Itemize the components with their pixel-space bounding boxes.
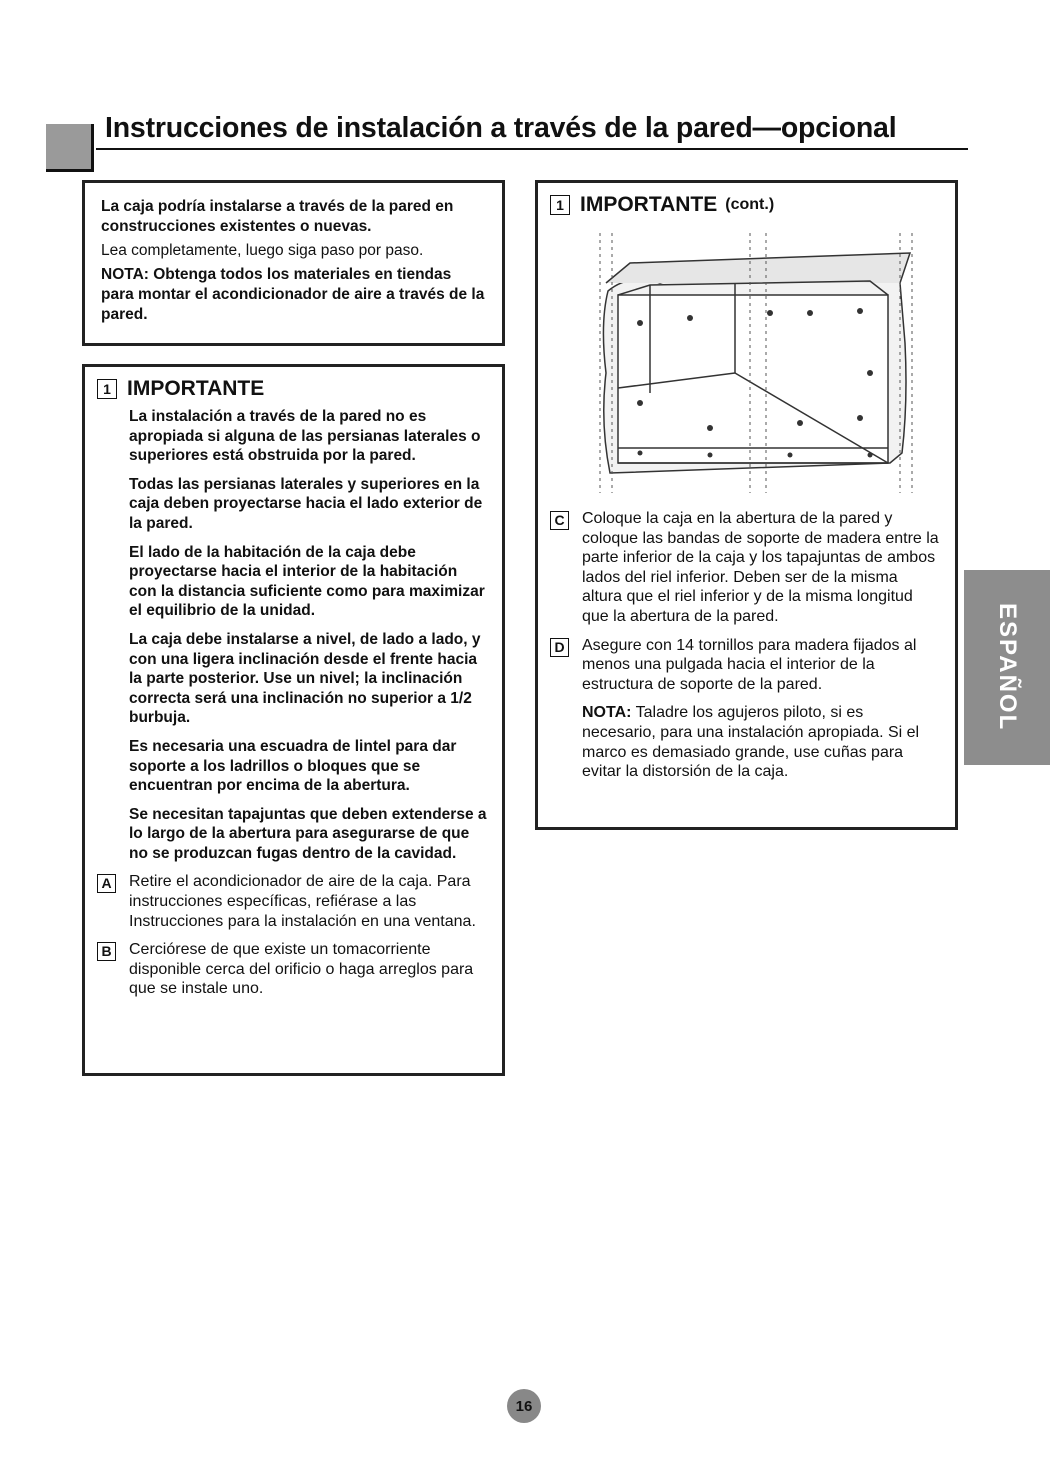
step-letter: C <box>550 511 569 530</box>
step-text: Asegure con 14 tornillos para madera fijados al menos una pulgada hacia el interior de la estructura de soporte de la pared. <box>582 636 917 693</box>
step-b <box>97 940 488 999</box>
title-marker-block <box>46 124 94 172</box>
important-cont-heading-text: IMPORTANTE <box>580 193 718 216</box>
important-paragraph: El lado de la habitación de la caja debe proyectarse hacia el interior de la habitación con la distancia suficiente como para maximizar el equilibrio de la unidad. <box>129 543 485 620</box>
wall-sleeve-diagram <box>570 223 930 503</box>
step-letter: B <box>97 942 116 961</box>
step-letter: D <box>550 638 569 657</box>
language-label: ESPAÑOL <box>994 603 1021 732</box>
language-side-tab <box>964 570 1050 765</box>
step-text: Coloque la caja en la abertura de la pared y coloque las bandas de soporte de madera entre la parte inferior de la caja y los tapajuntas de ambos lados del riel inferior. Deben ser de la misma altura que el riel inferior y de la misma longitud que la abertura de la pared. <box>582 510 939 625</box>
important-cont-heading <box>550 193 941 217</box>
note-text: Taladre los agujeros piloto, si es necesario, para una instalación apropiada. Si el marco es demasiado grande, use cuñas para evitar la distorsión de la caja. <box>582 704 920 781</box>
step-letter: A <box>97 874 116 893</box>
step-d <box>550 636 941 695</box>
important-paragraph: La caja debe instalarse a nivel, de lado a lado, y con una ligera inclinación desde el frente hacia la parte posterior. Use un nivel; la inclinación correcta será una inclinación no superior a 1/2 burbuja. <box>129 630 481 727</box>
important-paragraph: Se necesitan tapajuntas que deben extenderse a lo largo de la abertura para asegurarse de que no se produzcan fugas dentro de la cavidad. <box>129 805 487 862</box>
title-underline <box>96 148 968 150</box>
cont-suffix: (cont.) <box>725 196 775 213</box>
important-heading <box>97 377 488 401</box>
page-title: Instrucciones de instalación a través de la pared—opcional <box>105 112 897 144</box>
note-label: NOTA: <box>582 704 632 722</box>
step-text: Cerciórese de que existe un tomacorriente disponible cerca del orificio o haga arreglos para que se instale uno. <box>129 941 474 998</box>
intro-note: NOTA: Obtenga todos los materiales en tiendas para montar el acondicionador de aire a través de la pared. <box>101 266 485 323</box>
note <box>582 703 941 781</box>
important-heading-text: IMPORTANTE <box>127 377 265 400</box>
section-number: 1 <box>97 379 117 399</box>
important-paragraph: Es necesaria una escuadra de lintel para dar soporte a los ladrillos o bloques que se encuentran por encima de la abertura. <box>129 737 457 795</box>
important-paragraph: Todas las persianas laterales y superiores en la caja deben proyectarse hacia el lado exterior de la pared. <box>129 475 483 532</box>
intro-box <box>82 180 505 346</box>
intro-line-1: La caja podría instalarse a través de la pared en construcciones existentes o nuevas. <box>101 198 454 235</box>
important-cont-section <box>535 180 958 830</box>
step-a <box>97 872 488 931</box>
intro-line-2: Lea completamente, luego siga paso por paso. <box>101 242 424 259</box>
important-paragraph: La instalación a través de la pared no es apropiada si alguna de las persianas laterales o superiores está obstruida por la pared. <box>129 408 481 465</box>
important-section <box>82 364 505 1076</box>
step-c <box>550 509 941 627</box>
page-number: 16 <box>507 1389 541 1423</box>
step-text: Retire el acondicionador de aire de la caja. Para instrucciones específicas, refiérase a las Instrucciones para la instalación en una ventana. <box>129 873 476 930</box>
section-number: 1 <box>550 195 570 215</box>
